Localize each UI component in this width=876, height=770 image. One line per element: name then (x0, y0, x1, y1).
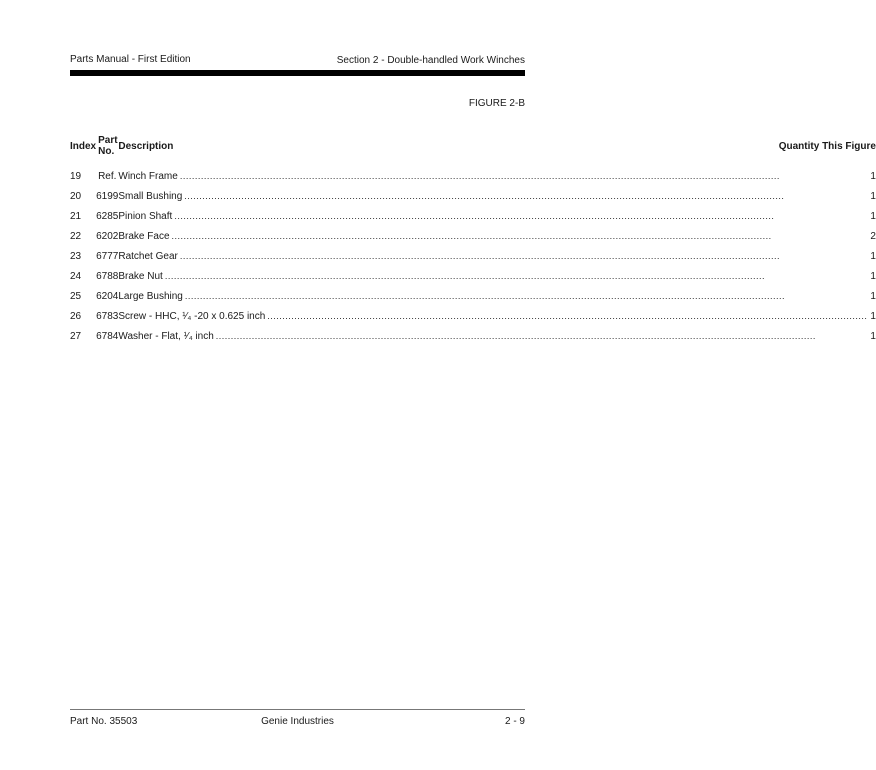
row-description-cell (118, 186, 876, 206)
row-index: 21 (70, 210, 82, 222)
row-part-no: 6204 (96, 290, 119, 302)
dot-leader: ........................................................................................................................................................................................................ (164, 270, 765, 281)
row-quantity: 2 (870, 230, 876, 242)
row-description-cell (118, 246, 876, 266)
header-description-quantity (118, 135, 876, 166)
row-index: 26 (70, 310, 82, 322)
row-part-no: 6777 (96, 250, 119, 262)
table-row (70, 226, 876, 246)
row-index: 22 (70, 230, 82, 242)
table-row (70, 326, 876, 346)
row-index: 27 (70, 330, 82, 342)
row-index: 19 (70, 170, 82, 182)
row-description-cell (118, 226, 876, 246)
header-quantity: Quantity This Figure (778, 140, 876, 152)
row-description: Large Bushing (118, 290, 183, 302)
dot-leader: ........................................................................................................................................................................................................ (184, 190, 785, 201)
row-description: Small Bushing (118, 190, 183, 202)
header-description: Description (118, 140, 174, 152)
row-quantity: 1 (870, 210, 876, 222)
row-part-no: Ref. (98, 170, 117, 182)
table-row (70, 306, 876, 326)
dot-leader: ........................................................................................................................................................................................................ (179, 250, 780, 261)
row-quantity: 1 (870, 250, 876, 262)
row-description-cell (118, 166, 876, 186)
row-description: Ratchet Gear (118, 250, 178, 262)
table-row (70, 186, 876, 206)
header-part-no: Part No. (98, 135, 118, 157)
row-quantity: 1 (870, 310, 876, 322)
figure-label: FIGURE 2-B (468, 98, 525, 109)
row-description: Pinion Shaft (118, 210, 173, 222)
dot-leader: ........................................................................................................................................................................................................ (267, 310, 868, 321)
footer-part-number: Part No. 35503 (70, 716, 138, 727)
row-part-no: 6199 (96, 190, 119, 202)
parts-table (70, 135, 876, 346)
row-description-cell (118, 266, 876, 286)
row-index: 25 (70, 290, 82, 302)
row-description: Screw - HHC, ¹⁄₄ -20 x 0.625 inch (118, 310, 266, 322)
row-part-no: 6285 (96, 210, 119, 222)
row-part-no: 6202 (96, 230, 119, 242)
row-description: Washer - Flat, ¹⁄₄ inch (118, 330, 214, 342)
header-rule (70, 70, 525, 76)
parts-table-body (70, 166, 876, 346)
row-part-no: 6783 (96, 310, 119, 322)
footer-page-number: 2 - 9 (504, 716, 525, 727)
table-row (70, 166, 876, 186)
row-description: Brake Nut (118, 270, 163, 282)
footer-rule (70, 709, 525, 710)
row-index: 24 (70, 270, 82, 282)
row-description-cell (118, 286, 876, 306)
table-header-row (70, 135, 876, 166)
row-description-cell (118, 326, 876, 346)
row-quantity: 1 (870, 170, 876, 182)
row-description-cell (118, 306, 876, 326)
footer-company: Genie Industries (261, 716, 334, 727)
dot-leader: ........................................................................................................................................................................................................ (184, 290, 785, 301)
row-quantity: 1 (870, 290, 876, 302)
table-row (70, 286, 876, 306)
dot-leader: ........................................................................................................................................................................................................ (171, 230, 772, 241)
row-quantity: 1 (870, 190, 876, 202)
dot-leader: ........................................................................................................................................................................................................ (174, 210, 775, 221)
row-quantity: 1 (870, 270, 876, 282)
row-index: 20 (70, 190, 82, 202)
table-row (70, 206, 876, 226)
row-part-no: 6784 (96, 330, 119, 342)
dot-leader: ........................................................................................................................................................................................................ (179, 170, 780, 181)
row-part-no: 6788 (96, 270, 119, 282)
header-section-title: Section 2 - Double-handled Work Winches (336, 55, 525, 66)
row-description: Winch Frame (118, 170, 178, 182)
header-manual-title: Parts Manual - First Edition (70, 54, 191, 65)
dot-leader: ........................................................................................................................................................................................................ (215, 330, 816, 341)
table-row (70, 266, 876, 286)
table-row (70, 246, 876, 266)
row-description-cell (118, 206, 876, 226)
header-index: Index (70, 140, 97, 152)
row-description: Brake Face (118, 230, 170, 242)
row-quantity: 1 (870, 330, 876, 342)
row-index: 23 (70, 250, 82, 262)
